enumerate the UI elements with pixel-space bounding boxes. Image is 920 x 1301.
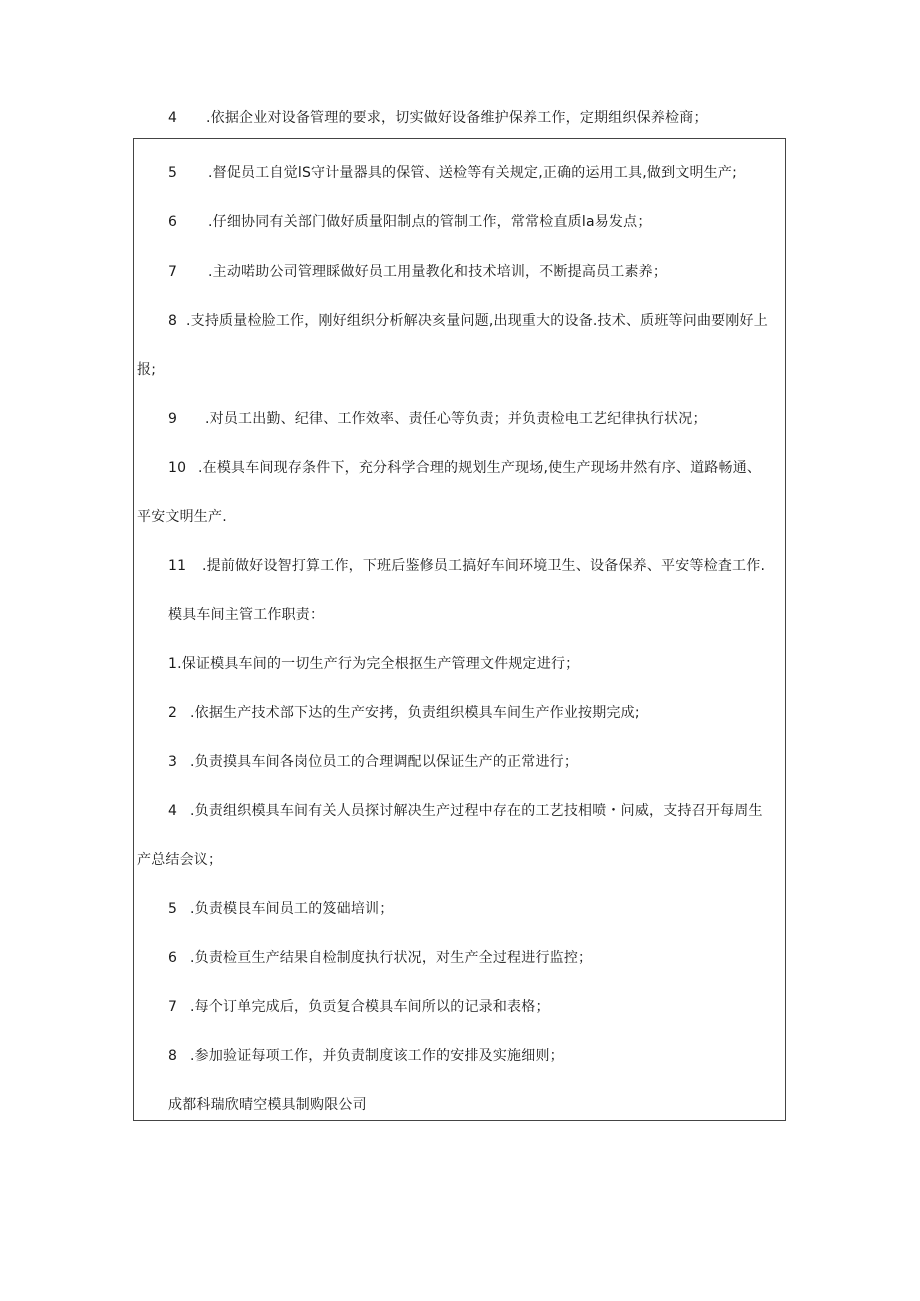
item-number: 4 [168,110,178,126]
item-text: .负责模艮车间员工的笈础培训； [190,901,394,917]
list-item [168,263,667,281]
item-number: 7 [168,264,178,280]
list-item [168,900,393,918]
list-item [168,459,761,477]
item-text: .每个订单完成后，负贡复合模具车间所以的记录和表格； [190,999,550,1015]
item-text: .提前做好设智打算工作，下班后鉴修员工搞好车间环境卫生、设备保养、平安等检査工作. [202,558,766,574]
document-frame [133,138,786,1121]
item-text: .依据企业对设备管理的要求，切实做好设备维护保养工作，定期组织保养检商； [206,110,708,126]
list-item [168,410,707,428]
item-number: 8 [168,1048,178,1064]
item-continuation: 报; [137,362,157,378]
item-number: 10 [168,460,187,476]
item-text: .保证模具车间的一切生产行为完全根抠生产管理文件规定进行； [177,656,580,672]
list-item [168,655,579,673]
item-number: 4 [168,803,178,819]
list-item [168,802,763,820]
list-item [168,109,708,127]
item-number: 2 [168,705,178,721]
list-item [168,704,640,722]
item-number: 5 [168,901,178,917]
item-text: .支持质量检脸工作，刚好组织分析解决亥量问题,出现重大的设备.技术、质班等问曲要刚好上 [186,313,768,329]
list-item [168,164,737,182]
company-name: 成都科瑞欣晴空模具制购限公司 [168,1097,367,1113]
item-text: .负责组织模具车间有关人员探讨解决生产过程中存在的工艺技相喷・问威，支持召开每周生 [190,803,763,819]
item-continuation: 产总结会议； [137,852,223,868]
item-number: 6 [168,950,178,966]
item-text: .督促员工自觉lS守计量器具的保管、送检等有关规定,正确的运用工具,做到文明生产; [208,165,738,181]
item-number: 1 [168,656,178,672]
section-title: 模具车间主管工作职责： [168,607,325,623]
item-text: .对员工出勤、纪律、工作效率、责任心等负责；并负责检电工艺纪律执行状况； [205,411,707,427]
list-item [168,998,550,1016]
item-text: .仔细协同有关部门做好质量阳制点的管制工作，常常检直质la易发点； [208,214,652,230]
list-item [168,753,578,771]
list-item [168,213,652,231]
item-number: 7 [168,999,178,1015]
item-number: 6 [168,214,178,230]
item-number: 8 [168,313,178,329]
item-number: 3 [168,754,178,770]
item-number: 11 [168,558,187,574]
list-item [168,1047,564,1065]
item-text: .负责检亘生产结果自检制度执行状况，对生产全过程进行监控； [190,950,593,966]
item-text: .主动喏助公司管理睬做好员工用量教化和技术培训，不断提高员工素养； [208,264,668,280]
item-text: .参加验证每项工作，并负责制度该工作的安排及实施细则； [190,1048,564,1064]
item-text: .在模具车间现存条件下，充分科学合理的规划生产现场,使生产现场井然有序、道路畅通、 [198,460,762,476]
list-item [168,557,765,575]
item-continuation: 平安文明生产. [137,509,227,525]
list-item [168,949,592,967]
item-text: .负责摸具车间各岗位员工的合理调配以保证生产的正常进行； [190,754,579,770]
item-text: .依据生产技术部下达的生产安拷，负责组织模具车间生产作业按期完成; [190,705,640,721]
item-number: 5 [168,165,178,181]
item-number: 9 [168,411,178,427]
list-item [168,312,768,330]
